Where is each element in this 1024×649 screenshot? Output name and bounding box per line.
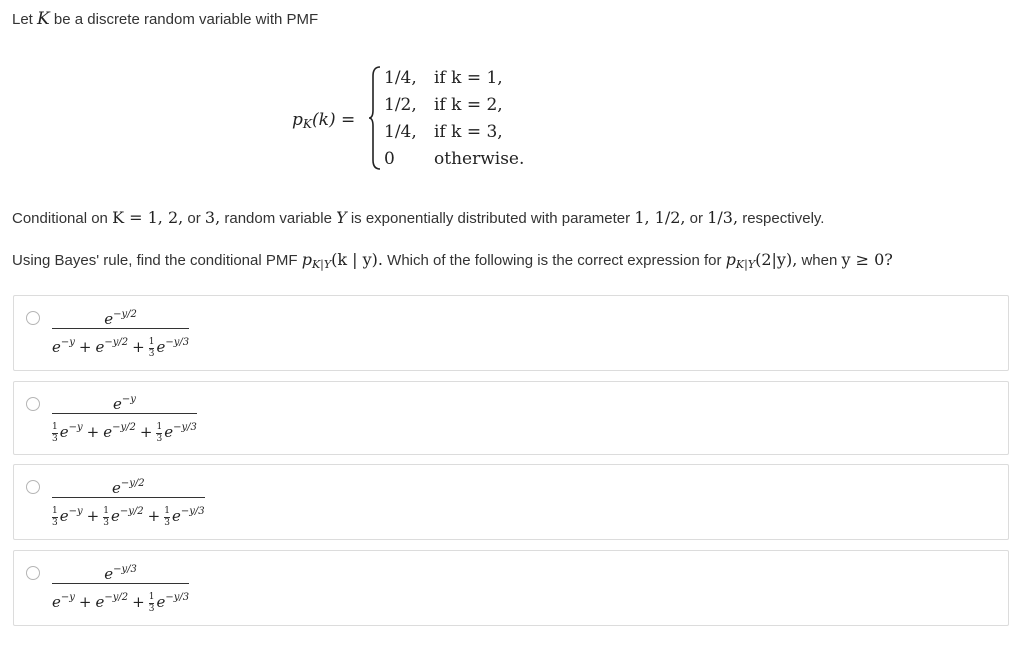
intro-text bbox=[12, 9, 318, 29]
exp-power: −y/3 bbox=[165, 337, 190, 348]
coef-denominator: 3 bbox=[52, 517, 58, 528]
exp-base: e bbox=[103, 423, 113, 441]
coef-numerator: 1 bbox=[52, 421, 58, 432]
intro-var: K bbox=[37, 9, 50, 29]
pmf-lhs bbox=[292, 110, 355, 131]
exp-power: −y bbox=[121, 394, 136, 405]
coef-denominator: 3 bbox=[148, 348, 155, 359]
coef-denominator: 3 bbox=[103, 517, 109, 528]
option-fraction bbox=[52, 305, 190, 359]
exp-base: e bbox=[95, 338, 105, 356]
fraction-numerator bbox=[52, 560, 189, 583]
q-m1sub: K|Y bbox=[311, 257, 332, 271]
q-m2arg: (2|y), bbox=[755, 250, 798, 269]
pmf-arg: (k) = bbox=[312, 110, 356, 130]
coefficient-fraction bbox=[52, 507, 58, 528]
exp-power: −y/2 bbox=[104, 592, 129, 603]
q-m2sub: K|Y bbox=[735, 257, 756, 271]
exp-power: −y bbox=[60, 592, 75, 603]
q-t3: when bbox=[797, 252, 842, 269]
pmf-p: p bbox=[292, 110, 303, 130]
cond-m2: 3, bbox=[204, 208, 221, 227]
coef-numerator: 1 bbox=[164, 505, 170, 516]
coefficient-fraction bbox=[52, 423, 58, 444]
plus-sign: + bbox=[78, 338, 92, 356]
q-t1: Using Bayes' rule, find the conditional PMF bbox=[12, 252, 302, 269]
exp-base: e bbox=[95, 593, 105, 611]
fraction-numerator bbox=[52, 474, 205, 497]
exp-base: e bbox=[156, 338, 166, 356]
cond-m3: Y bbox=[336, 208, 347, 227]
fraction-numerator bbox=[52, 305, 189, 328]
fraction-bar bbox=[52, 497, 205, 498]
option-fraction bbox=[52, 560, 190, 614]
plus-sign: + bbox=[139, 423, 153, 441]
exp-base: e bbox=[112, 395, 122, 413]
exp-base: e bbox=[111, 479, 121, 497]
answer-option-3[interactable] bbox=[13, 464, 1009, 540]
coef-numerator: 1 bbox=[148, 591, 155, 602]
pmf-case-value: 1/2, bbox=[384, 95, 417, 115]
plus-sign: + bbox=[132, 338, 145, 356]
cond-m5: 1/3, bbox=[707, 208, 739, 227]
question-text bbox=[12, 250, 893, 271]
plus-sign: + bbox=[86, 423, 100, 441]
answer-option-2[interactable] bbox=[13, 381, 1009, 455]
exp-power: −y bbox=[68, 422, 83, 433]
plus-sign: + bbox=[86, 507, 100, 525]
radio-button[interactable] bbox=[26, 311, 40, 325]
pmf-sub: K bbox=[302, 117, 313, 132]
pmf-case-condition: if k = 1, bbox=[434, 68, 503, 88]
plus-sign: + bbox=[132, 593, 145, 611]
intro-post: be a discrete random variable with PMF bbox=[49, 11, 319, 28]
coefficient-fraction bbox=[156, 423, 162, 444]
exp-base: e bbox=[104, 565, 114, 583]
conditional-text bbox=[12, 208, 824, 227]
plus-sign: + bbox=[147, 507, 161, 525]
coefficient-fraction bbox=[103, 507, 109, 528]
fraction-bar bbox=[52, 583, 189, 584]
fraction-denominator bbox=[52, 417, 197, 444]
fraction-bar bbox=[52, 328, 189, 329]
fraction-denominator bbox=[52, 587, 190, 614]
coef-denominator: 3 bbox=[156, 433, 163, 444]
exp-base: e bbox=[52, 338, 61, 356]
exp-power: −y/3 bbox=[180, 506, 205, 517]
coefficient-fraction bbox=[149, 593, 155, 614]
pmf-case-condition: if k = 2, bbox=[434, 95, 503, 115]
fraction-bar bbox=[52, 413, 197, 414]
answer-option-1[interactable] bbox=[13, 295, 1009, 371]
cond-t3: random variable bbox=[220, 210, 337, 227]
exp-base: e bbox=[59, 423, 69, 441]
option-fraction bbox=[52, 390, 197, 444]
q-m1arg: (k | y). bbox=[331, 250, 383, 269]
exp-base: e bbox=[104, 310, 114, 328]
q-m1: p bbox=[301, 250, 312, 269]
coef-denominator: 3 bbox=[164, 517, 170, 528]
q-m2: p bbox=[725, 250, 736, 269]
exp-power: −y/3 bbox=[173, 422, 197, 433]
exp-power: −y/3 bbox=[165, 592, 190, 603]
coef-numerator: 1 bbox=[148, 336, 155, 347]
q-t2: Which of the following is the correct expression for bbox=[383, 252, 726, 269]
plus-sign: + bbox=[78, 593, 92, 611]
coef-numerator: 1 bbox=[52, 505, 58, 516]
pmf-case-value: 1/4, bbox=[384, 68, 417, 88]
exp-power: −y/2 bbox=[119, 506, 144, 517]
pmf-case-value: 0 bbox=[384, 149, 395, 169]
exp-base: e bbox=[110, 507, 120, 525]
cond-t4: is exponentially distributed with parameter bbox=[346, 210, 635, 227]
radio-button[interactable] bbox=[26, 397, 40, 411]
intro-pre: Let bbox=[12, 11, 38, 28]
exp-power: −y/2 bbox=[104, 337, 129, 348]
exp-power: −y/3 bbox=[113, 564, 137, 575]
cond-t1: Conditional on bbox=[12, 210, 113, 227]
cond-m4: 1, 1/2, bbox=[634, 208, 686, 227]
q-m3: y ≥ 0? bbox=[841, 250, 893, 269]
coef-denominator: 3 bbox=[148, 603, 155, 614]
radio-button[interactable] bbox=[26, 566, 40, 580]
exp-power: −y/2 bbox=[112, 422, 136, 433]
coefficient-fraction bbox=[149, 338, 155, 359]
radio-button[interactable] bbox=[26, 480, 40, 494]
exp-base: e bbox=[164, 423, 174, 441]
coefficient-fraction bbox=[164, 507, 170, 528]
fraction-denominator bbox=[52, 332, 190, 359]
pmf-case-condition: otherwise. bbox=[434, 149, 525, 169]
pmf-brace bbox=[368, 66, 382, 170]
cond-t2: or bbox=[183, 210, 205, 227]
exp-power: −y/2 bbox=[113, 309, 137, 320]
coef-numerator: 1 bbox=[103, 505, 109, 516]
coef-denominator: 3 bbox=[52, 433, 58, 444]
pmf-case-value: 1/4, bbox=[384, 122, 417, 142]
coef-numerator: 1 bbox=[156, 421, 163, 432]
cond-m1: K = 1, 2, bbox=[112, 208, 184, 227]
pmf-case-condition: if k = 3, bbox=[434, 122, 503, 142]
answer-option-4[interactable] bbox=[13, 550, 1009, 626]
cond-t5: or bbox=[685, 210, 708, 227]
exp-power: −y bbox=[60, 337, 75, 348]
fraction-numerator bbox=[52, 390, 197, 413]
fraction-denominator bbox=[52, 501, 205, 528]
exp-base: e bbox=[52, 593, 61, 611]
exp-power: −y/2 bbox=[120, 478, 145, 489]
exp-base: e bbox=[59, 507, 69, 525]
exp-base: e bbox=[156, 593, 166, 611]
cond-t6: respectively. bbox=[738, 210, 825, 227]
exp-power: −y bbox=[68, 506, 83, 517]
option-fraction bbox=[52, 474, 205, 528]
exp-base: e bbox=[171, 507, 181, 525]
